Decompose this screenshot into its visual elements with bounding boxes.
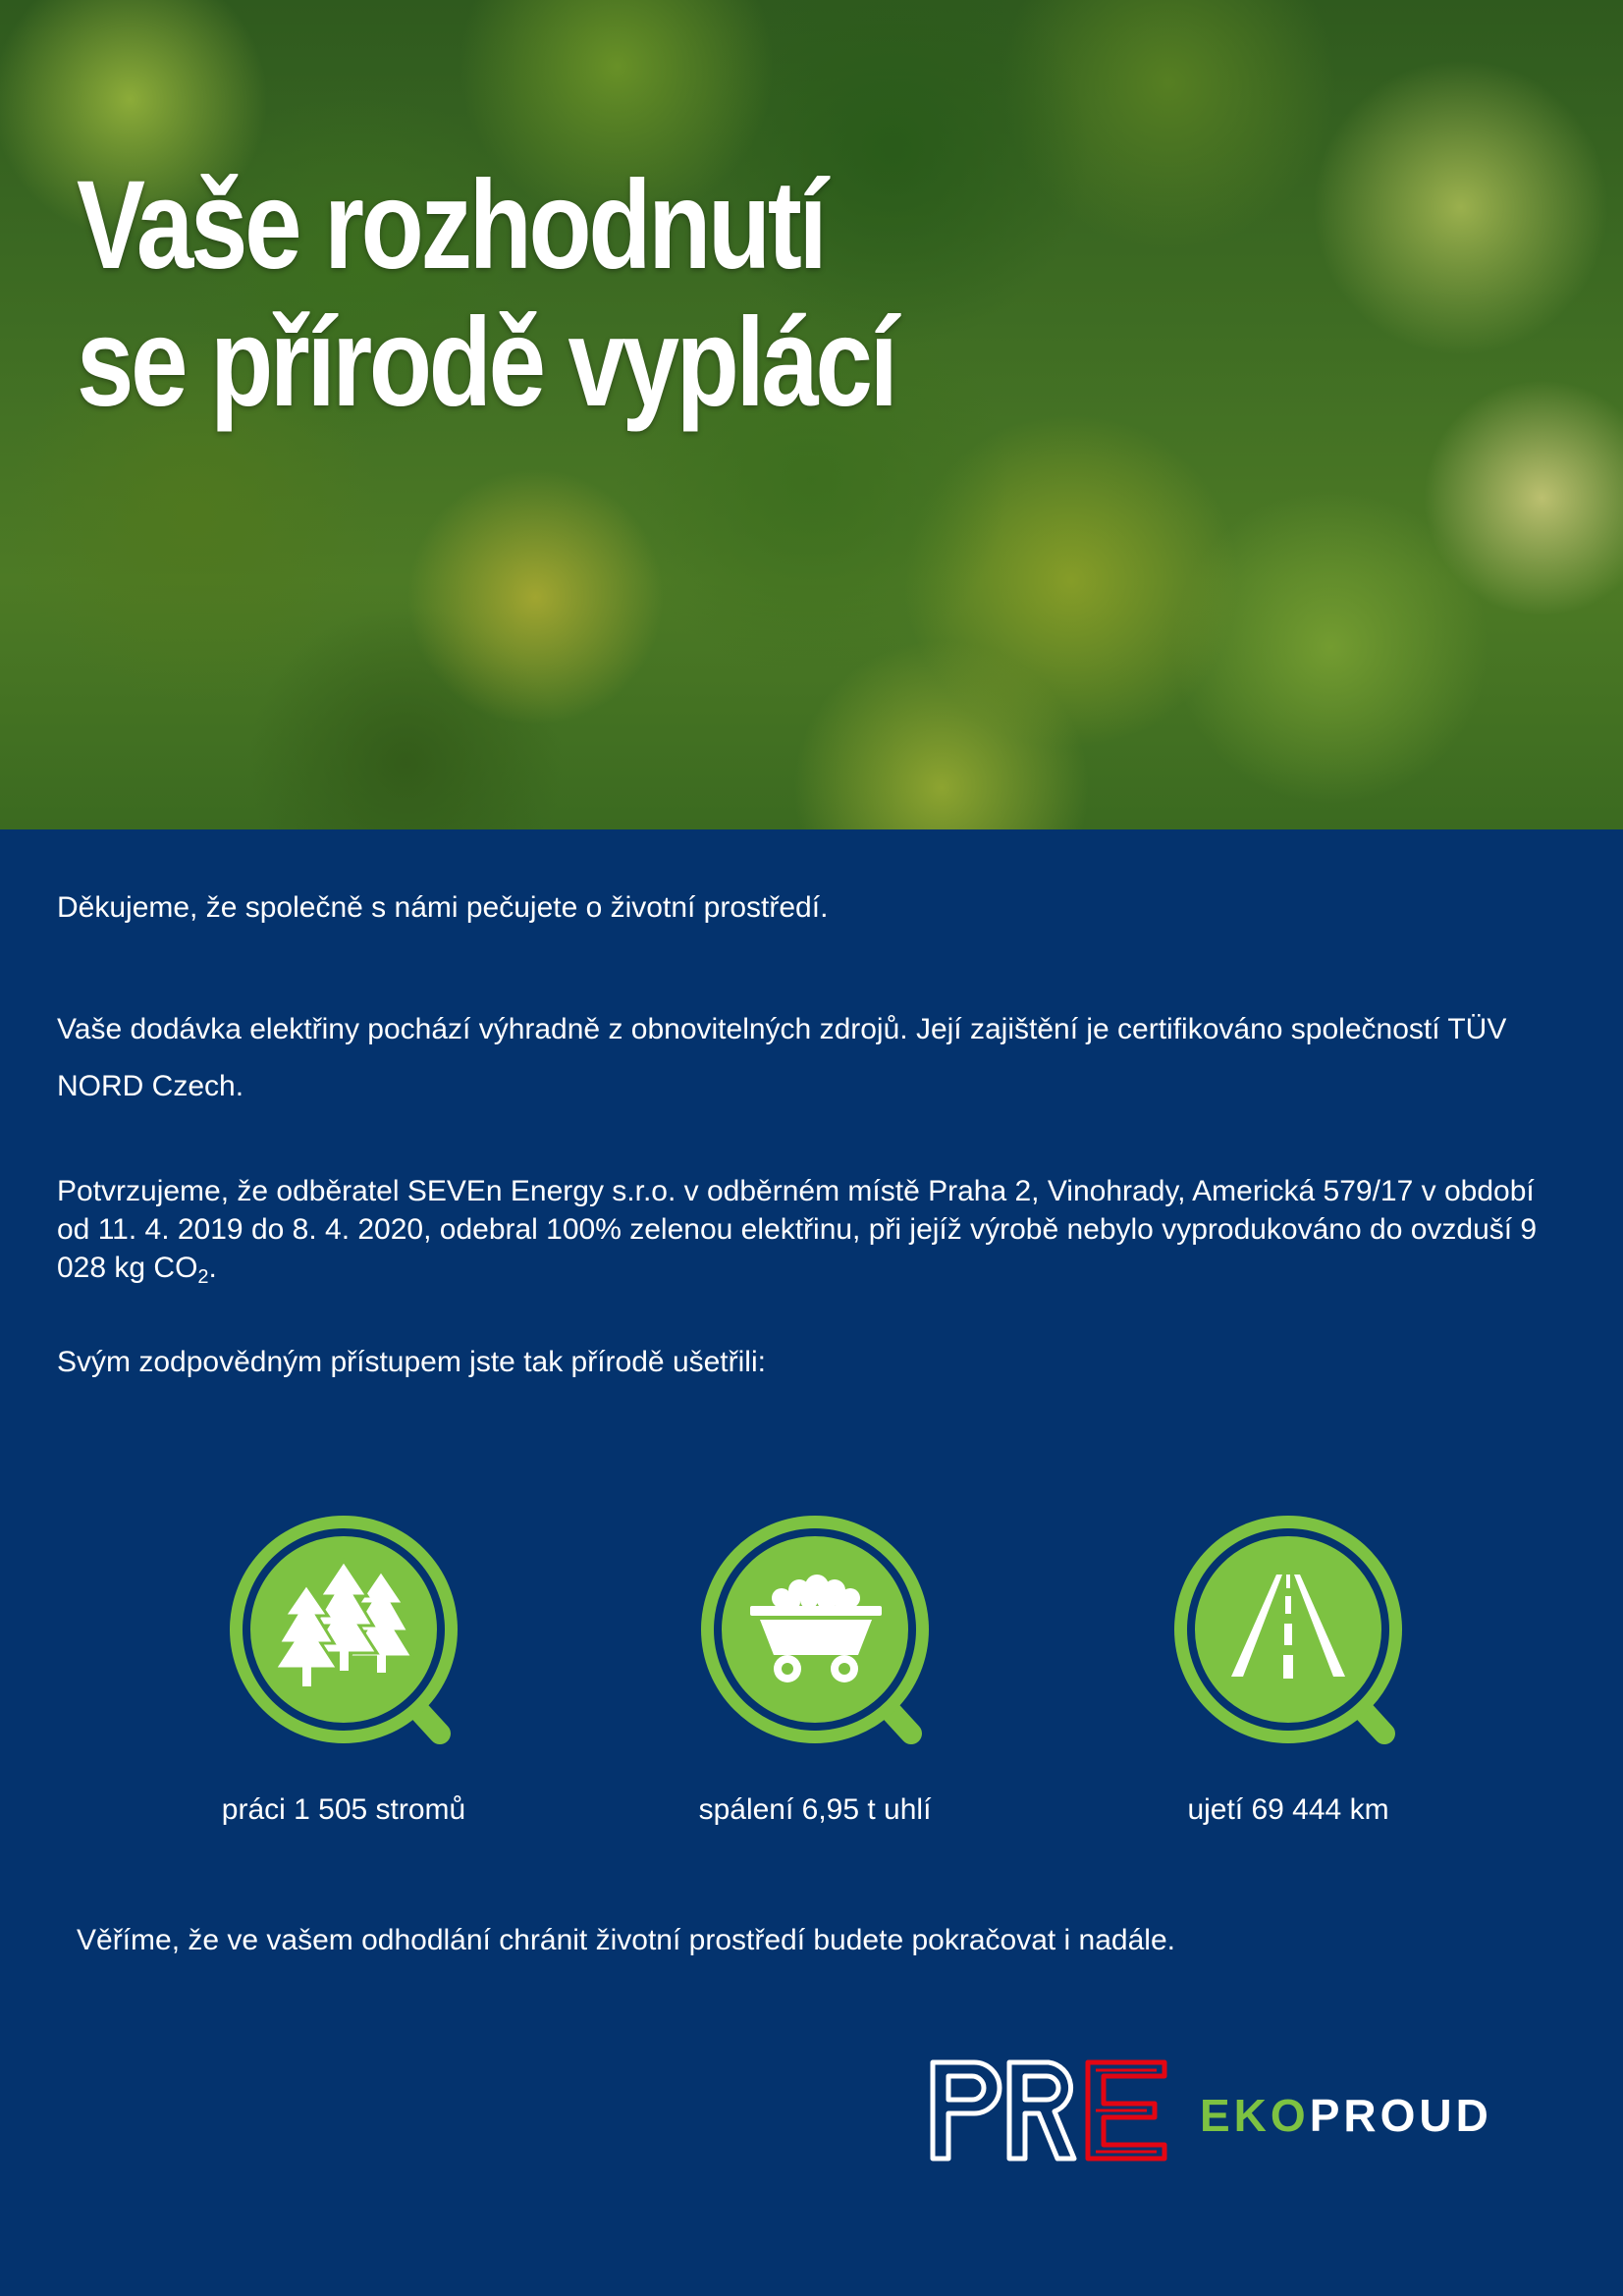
hero-title-line-2: se přírodě vyplácí [77,293,895,433]
hero-title-line-1: Vaše rozhodnutí [77,155,825,295]
stat-coal-label: spálení 6,95 t uhlí [698,1793,932,1826]
ekoproud-logo-proud: PROUD [1309,2090,1492,2141]
pre-logo [927,2056,1172,2164]
saved-intro: Svým zodpovědným přístupem jste tak přírodě ušetřili: [57,1346,766,1378]
confirmation-end: . [208,1252,217,1284]
stat-road [1082,1502,1494,1830]
thanks-paragraph: Děkujeme, že společně s námi pečujete o životní prostředí. [57,891,829,924]
forest-hero-image [0,0,1623,829]
stat-road-label: ujetí 69 444 km [1187,1793,1389,1826]
trees-icon [216,1502,471,1757]
confirmation-text: Potvrzujeme, že odběratel SEVEn Energy s.r.o. v odběrném místě Praha 2, Vinohrady, Americká 579/17 v období od 11. 4. 2019 do 8. 4. 2020, odebral 100% zelenou elektřinu, při jejíž výrobě nebylo vyprodukováno do ovzduší 9 028 kg CO [57,1175,1538,1284]
coal-cart-icon [687,1502,943,1757]
stat-coal [609,1502,1021,1830]
co2-subscript: 2 [197,1266,209,1288]
closing-paragraph: Věříme, že ve vašem odhodlání chránit životní prostředí budete pokračovat i nadále. [77,1924,1175,1956]
supply-paragraph: Vaše dodávka elektřiny pochází výhradně z obnovitelných zdrojů. Její zajištění je certifikováno společností TÜV NORD Czech. [57,1013,1507,1102]
road-icon [1161,1502,1416,1757]
confirmation-paragraph [57,1172,1569,1297]
ekoproud-logo-eko: EKO [1200,2090,1310,2141]
stat-trees-label: práci 1 505 stromů [221,1793,466,1826]
stat-trees [137,1502,550,1830]
ekoproud-logo [1200,2091,1492,2140]
hero-title [77,157,895,432]
